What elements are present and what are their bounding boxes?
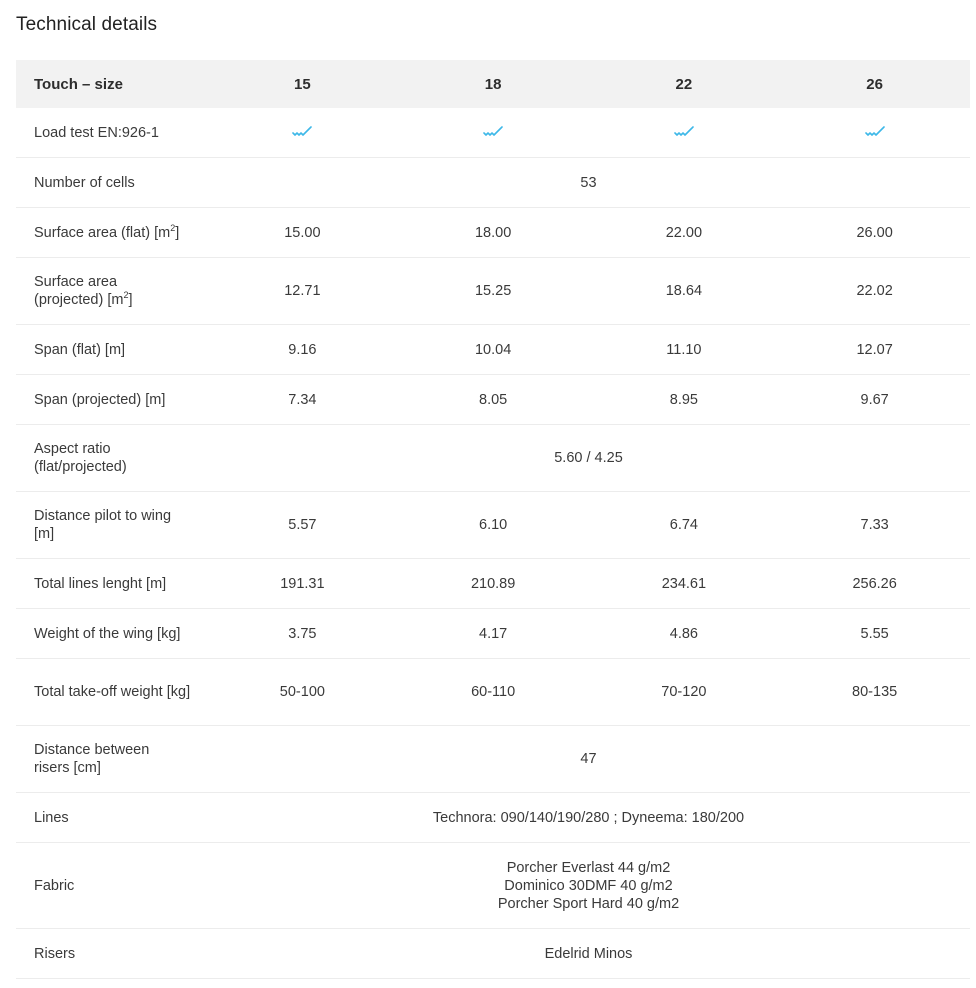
row-value: 26.00	[779, 208, 970, 258]
checkmark-icon	[589, 108, 780, 158]
row-value: 4.86	[589, 609, 780, 659]
technical-details-table	[16, 60, 970, 979]
header-size: 26	[866, 75, 883, 93]
row-value: 3.75	[207, 609, 398, 659]
row-value: 5.60 / 4.25	[207, 425, 970, 492]
row-value: 256.26	[779, 559, 970, 609]
row-value: 11.10	[589, 325, 780, 375]
row-value: 50-100	[207, 659, 398, 726]
row-value: 9.16	[207, 325, 398, 375]
row-value: 53	[207, 158, 970, 208]
table-row	[16, 108, 970, 158]
row-value: 7.34	[207, 375, 398, 425]
row-label: Distance pilot to wing [m]	[16, 492, 207, 559]
row-label: Span (flat) [m]	[16, 325, 207, 375]
row-value: 10.04	[398, 325, 589, 375]
row-value: 18.64	[589, 258, 780, 325]
row-value: 6.10	[398, 492, 589, 559]
row-value: 22.02	[779, 258, 970, 325]
table-row	[16, 929, 970, 979]
row-label: Number of cells	[16, 158, 207, 208]
table-row	[16, 559, 970, 609]
row-value: 12.07	[779, 325, 970, 375]
row-label: Span (projected) [m]	[16, 375, 207, 425]
row-value: 15.25	[398, 258, 589, 325]
table-row	[16, 375, 970, 425]
header-size: 22	[675, 75, 693, 93]
row-label: Lines	[16, 793, 207, 843]
table-row	[16, 258, 970, 325]
row-value: 12.71	[207, 258, 398, 325]
row-label: Surface area (flat) $[m^2]$	[16, 208, 207, 258]
table-row	[16, 158, 970, 208]
row-label: Load test EN:926-1	[16, 108, 207, 158]
row-value: Technora: 090/140/190/280 ; Dyneema: 180/200	[207, 793, 970, 843]
row-label: Total take-off weight [kg]	[16, 659, 207, 726]
row-value: 80-135	[779, 659, 970, 726]
row-value: 22.00	[589, 208, 780, 258]
header-size: 15	[294, 75, 311, 93]
row-label: Aspect ratio (flat/projected)	[16, 425, 207, 492]
fabric-line: Porcher Everlast 44 g/m2	[506, 859, 671, 876]
row-value: 60-110	[398, 659, 589, 726]
table-row	[16, 793, 970, 843]
row-label: Distance between risers [cm]	[16, 726, 207, 793]
row-value: 7.33	[779, 492, 970, 559]
row-value: 191.31	[207, 559, 398, 609]
row-value: 6.74	[589, 492, 780, 559]
row-value	[207, 843, 970, 929]
row-value: 8.05	[398, 375, 589, 425]
row-value: 18.00	[398, 208, 589, 258]
checkmark-icon	[398, 108, 589, 158]
table-row	[16, 609, 970, 659]
row-label: Weight of the wing [kg]	[16, 609, 207, 659]
table-header-row	[16, 60, 970, 108]
table-row	[16, 325, 970, 375]
row-label: Fabric	[16, 843, 207, 929]
checkmark-icon	[779, 108, 970, 158]
table-row	[16, 492, 970, 559]
fabric-line: Dominico 30DMF 40 g/m2	[504, 877, 673, 894]
checkmark-icon	[207, 108, 398, 158]
row-value: 234.61	[589, 559, 780, 609]
row-value: Edelrid Minos	[207, 929, 970, 979]
row-value: 5.57	[207, 492, 398, 559]
header-label: Touch – size	[34, 75, 123, 93]
table-row	[16, 726, 970, 793]
row-label: Total lines lenght [m]	[16, 559, 207, 609]
row-value: 9.67	[779, 375, 970, 425]
page-title: Technical details	[16, 14, 158, 35]
row-value: 4.17	[398, 609, 589, 659]
row-value: 70-120	[589, 659, 780, 726]
row-value: 5.55	[779, 609, 970, 659]
table-row	[16, 843, 970, 929]
row-value: 8.95	[589, 375, 780, 425]
table-row	[16, 659, 970, 726]
row-label: Surface area (projected) $[m^2]$	[16, 258, 207, 325]
table-row	[16, 425, 970, 492]
row-value: 15.00	[207, 208, 398, 258]
row-value: 210.89	[398, 559, 589, 609]
table-row	[16, 208, 970, 258]
fabric-line: Porcher Sport Hard 40 g/m2	[497, 895, 680, 912]
header-size: 18	[484, 75, 502, 93]
row-label: Risers	[16, 929, 207, 979]
row-value: 47	[207, 726, 970, 793]
